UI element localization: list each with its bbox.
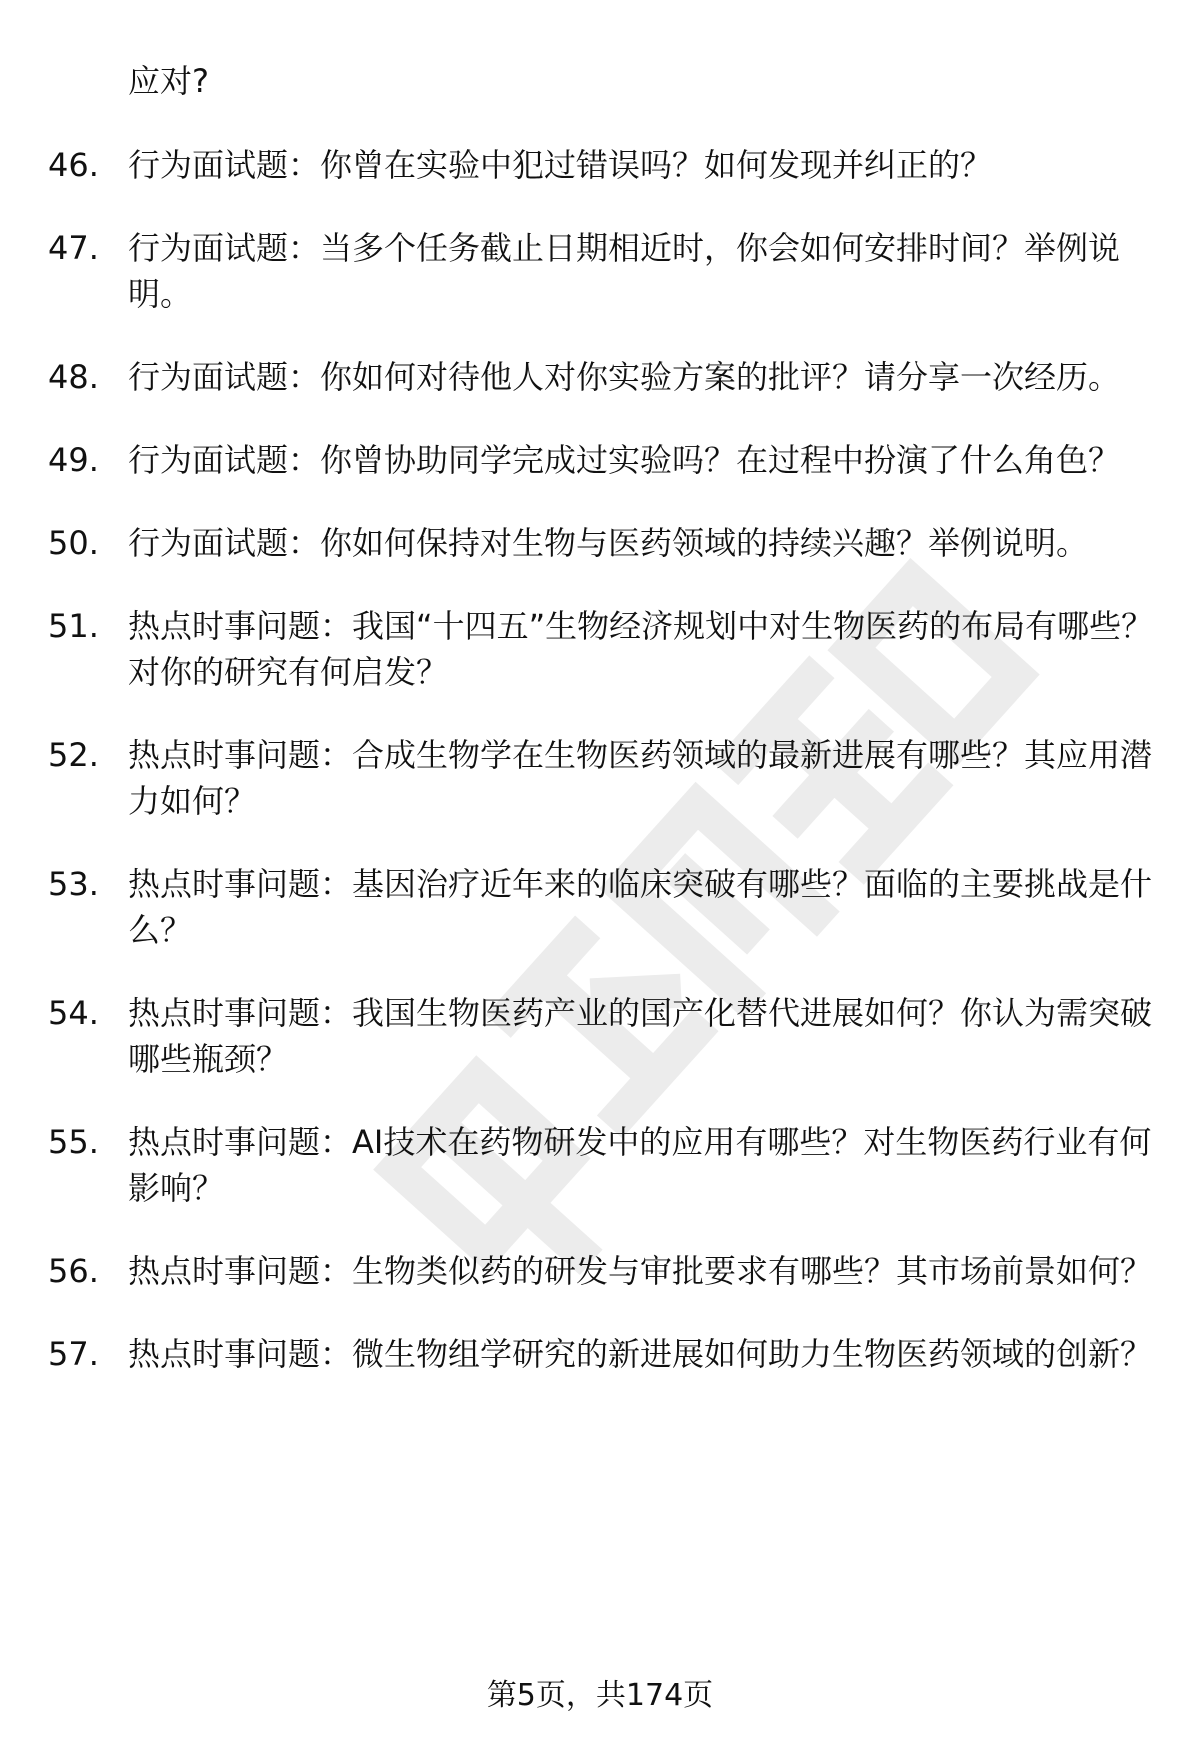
list-item xyxy=(48,861,1158,953)
question-text: 热点时事问题：AI技术在药物研发中的应用有哪些？对生物医药行业有何影响？ xyxy=(128,1123,1152,1207)
list-item xyxy=(48,225,1158,317)
question-number: 47. xyxy=(48,229,99,267)
list-item xyxy=(48,1248,1158,1294)
question-text: 热点时事问题：基因治疗近年来的临床突破有哪些？面临的主要挑战是什么？ xyxy=(128,865,1153,949)
question-number: 51. xyxy=(48,607,99,645)
list-item xyxy=(48,1119,1158,1211)
list-item xyxy=(48,732,1158,824)
list-item xyxy=(48,437,1158,483)
question-number: 48. xyxy=(48,358,99,396)
question-text: 热点时事问题：生物类似药的研发与审批要求有哪些？其市场前景如何？ xyxy=(128,1252,1153,1290)
question-number: 55. xyxy=(48,1123,99,1161)
question-text: 热点时事问题：我国“十四五”生物经济规划中对生物医药的布局有哪些？对你的研究有何启发？ xyxy=(128,607,1154,691)
question-number: 49. xyxy=(48,441,99,479)
question-number: 52. xyxy=(48,736,99,774)
continuation-text: 应对? xyxy=(128,62,209,100)
question-number: 53. xyxy=(48,865,99,903)
question-text: 行为面试题：你如何对待他人对你实验方案的批评？请分享一次经历。 xyxy=(128,358,1121,396)
question-number: 57. xyxy=(48,1335,99,1373)
question-number: 50. xyxy=(48,524,99,562)
list-item xyxy=(48,603,1158,695)
question-number: 54. xyxy=(48,994,99,1032)
question-text: 行为面试题：你如何保持对生物与医药领域的持续兴趣？举例说明。 xyxy=(128,524,1089,562)
question-text: 行为面试题：你曾在实验中犯过错误吗？如何发现并纠正的？ xyxy=(128,146,993,184)
page-number-footer: 第5页，共174页 xyxy=(486,1678,714,1713)
question-number: 46. xyxy=(48,146,99,184)
question-text: 热点时事问题：微生物组学研究的新进展如何助力生物医药领域的创新？ xyxy=(128,1335,1153,1373)
list-item xyxy=(48,520,1158,566)
question-text: 热点时事问题：合成生物学在生物医药领域的最新进展有哪些？其应用潜力如何？ xyxy=(128,736,1153,820)
question-number: 56. xyxy=(48,1252,99,1290)
question-text: 热点时事问题：我国生物医药产业的国产化替代进展如何？你认为需突破哪些瓶颈？ xyxy=(128,994,1153,1078)
question-list xyxy=(48,142,1158,1414)
list-item xyxy=(48,354,1158,400)
question-text: 行为面试题：当多个任务截止日期相近时，你会如何安排时间？举例说明。 xyxy=(128,229,1121,313)
question-text: 行为面试题：你曾协助同学完成过实验吗？在过程中扮演了什么角色？ xyxy=(128,441,1121,479)
list-item xyxy=(48,990,1158,1082)
list-item xyxy=(48,1331,1158,1377)
list-item xyxy=(48,142,1158,188)
